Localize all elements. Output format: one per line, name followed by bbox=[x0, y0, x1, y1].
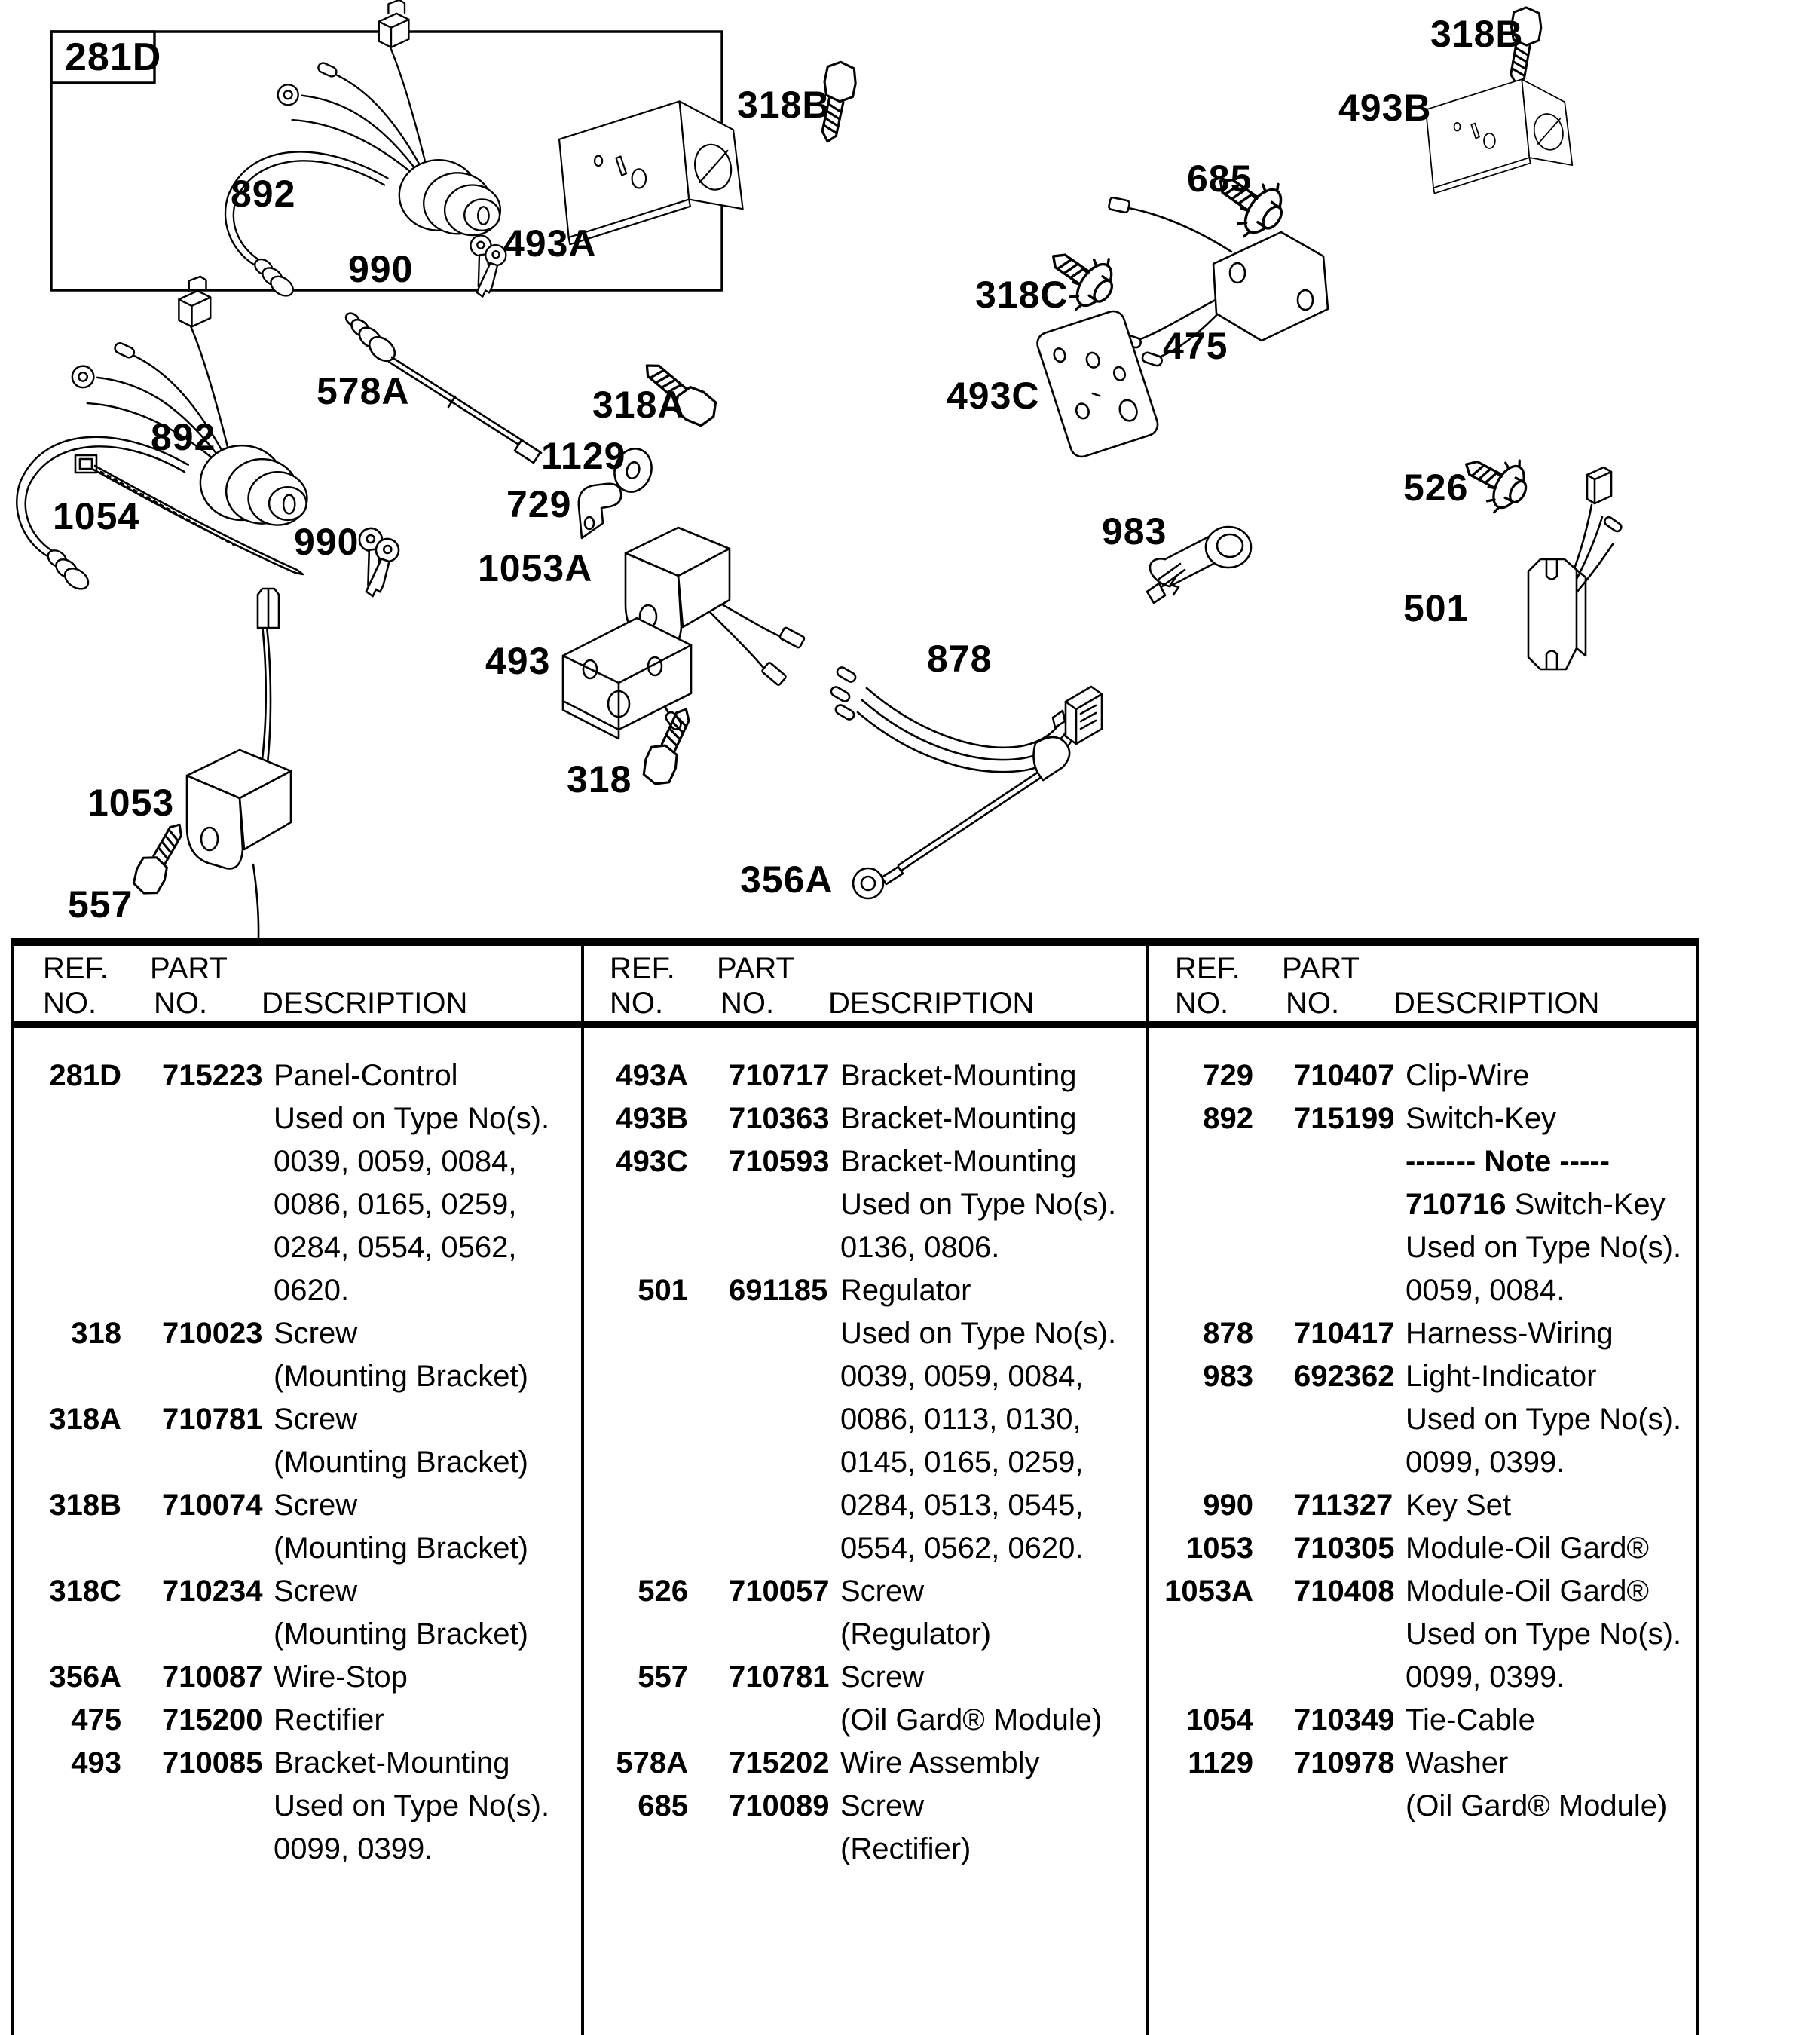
description: (Regulator) bbox=[840, 1617, 992, 1651]
table-row-line bbox=[581, 1102, 1146, 1145]
part-label-475: 475 bbox=[1163, 325, 1228, 367]
table-column-3 bbox=[1146, 946, 1696, 2035]
part-label-578a: 578A bbox=[317, 370, 410, 412]
table-row-line bbox=[581, 1403, 1146, 1446]
description: Light-Indicator bbox=[1406, 1360, 1597, 1393]
description: Regulator bbox=[840, 1274, 971, 1307]
part-label-729: 729 bbox=[506, 483, 572, 525]
table-row-line bbox=[1146, 1532, 1696, 1574]
description: Switch-Key bbox=[1406, 1102, 1557, 1135]
ref-no: 1129 bbox=[1188, 1746, 1253, 1779]
description: Used on Type No(s). bbox=[840, 1317, 1117, 1350]
table-row-line bbox=[581, 1789, 1146, 1832]
description: 0136, 0806. bbox=[840, 1231, 1000, 1264]
description: Washer bbox=[1406, 1746, 1509, 1779]
ref-no: 493 bbox=[71, 1746, 121, 1779]
table-row-line bbox=[1146, 1360, 1696, 1403]
ref-no: 983 bbox=[1203, 1360, 1253, 1393]
description: (Rectifier) bbox=[840, 1832, 971, 1865]
description: Used on Type No(s). bbox=[1406, 1403, 1682, 1436]
column-header bbox=[14, 946, 581, 1021]
ref-header-line2: NO. bbox=[43, 987, 97, 1020]
ref-no: 1053 bbox=[1186, 1532, 1253, 1565]
part-no: 710234 bbox=[162, 1574, 263, 1608]
table-row-line bbox=[1146, 1574, 1696, 1617]
description: 0039, 0059, 0084, bbox=[840, 1360, 1084, 1393]
part-no: 692362 bbox=[1294, 1360, 1395, 1393]
description: 0059, 0084. bbox=[1406, 1274, 1565, 1307]
description: 0099, 0399. bbox=[1406, 1446, 1565, 1479]
part-header-line1: PART bbox=[1282, 952, 1360, 985]
description: (Oil Gard® Module) bbox=[840, 1703, 1103, 1737]
part-label-493a: 493A bbox=[503, 222, 597, 265]
part-no: 691185 bbox=[729, 1274, 828, 1307]
description: Screw bbox=[840, 1789, 925, 1822]
ref-no: 493A bbox=[616, 1059, 688, 1092]
description: Key Set bbox=[1406, 1489, 1512, 1522]
table-row-line bbox=[14, 1403, 581, 1446]
description: (Mounting Bracket) bbox=[274, 1617, 528, 1651]
part-label-990-2: 990 bbox=[294, 521, 359, 563]
table-row-line bbox=[581, 1059, 1146, 1102]
part-no: 710305 bbox=[1294, 1532, 1395, 1565]
table-row-line bbox=[1146, 1617, 1696, 1660]
rows bbox=[14, 1059, 581, 1875]
table-row-line bbox=[1146, 1274, 1696, 1317]
description: Wire Assembly bbox=[840, 1746, 1040, 1779]
description: Rectifier bbox=[274, 1703, 384, 1737]
description: (Mounting Bracket) bbox=[274, 1446, 528, 1479]
table-row-line bbox=[14, 1274, 581, 1317]
table-row-line bbox=[581, 1832, 1146, 1875]
table-row-line bbox=[14, 1145, 581, 1188]
ref-no: 990 bbox=[1203, 1489, 1253, 1522]
table-row-line bbox=[14, 1102, 581, 1145]
description: Wire-Stop bbox=[274, 1660, 408, 1694]
part-label-1053a: 1053A bbox=[478, 547, 593, 589]
description: 710716 Switch-Key bbox=[1406, 1188, 1666, 1221]
rows bbox=[581, 1059, 1146, 1875]
ref-header-line1: REF. bbox=[43, 952, 109, 985]
part-no: 710023 bbox=[162, 1317, 263, 1350]
ref-no: 493C bbox=[616, 1145, 688, 1178]
ref-no: 318C bbox=[49, 1574, 121, 1608]
table-row-line bbox=[14, 1231, 581, 1274]
part-header-line1: PART bbox=[150, 952, 228, 985]
part-header-line2: NO. bbox=[154, 987, 208, 1020]
description: Panel-Control bbox=[274, 1059, 458, 1092]
table-row-line bbox=[14, 1446, 581, 1489]
part-no: 710407 bbox=[1294, 1059, 1395, 1092]
description: 0284, 0513, 0545, bbox=[840, 1489, 1084, 1522]
description: 0086, 0165, 0259, bbox=[274, 1188, 517, 1221]
part-label-493: 493 bbox=[485, 640, 551, 682]
part-label-493b: 493B bbox=[1338, 87, 1432, 129]
ref-no: 729 bbox=[1203, 1059, 1253, 1092]
table-row-line bbox=[581, 1489, 1146, 1532]
part-label-318b-left: 318B bbox=[737, 84, 830, 126]
part-label-356a: 356A bbox=[740, 858, 834, 901]
table-row-line bbox=[581, 1274, 1146, 1317]
description: Screw bbox=[274, 1489, 358, 1522]
ref-no: 356A bbox=[49, 1660, 121, 1694]
diagram-label-layer bbox=[0, 0, 1820, 938]
ref-no: 318B bbox=[49, 1489, 121, 1522]
description: 0620. bbox=[274, 1274, 350, 1307]
description: 0099, 0399. bbox=[1406, 1660, 1565, 1694]
table-row-line bbox=[1146, 1231, 1696, 1274]
part-no: 715202 bbox=[729, 1746, 830, 1779]
description: 0554, 0562, 0620. bbox=[840, 1532, 1084, 1565]
table-row-line bbox=[1146, 1446, 1696, 1489]
description: Module-Oil Gard® bbox=[1406, 1574, 1649, 1608]
part-no: 710085 bbox=[162, 1746, 263, 1779]
part-label-318: 318 bbox=[567, 758, 632, 800]
table-row-line bbox=[14, 1574, 581, 1617]
part-label-892-box: 892 bbox=[231, 173, 296, 215]
part-header-line2: NO. bbox=[720, 987, 775, 1020]
part-label-983: 983 bbox=[1102, 510, 1167, 552]
description: Screw bbox=[274, 1317, 358, 1350]
part-no: 710363 bbox=[729, 1102, 830, 1135]
part-label-878: 878 bbox=[927, 638, 993, 680]
table-row-line bbox=[1146, 1188, 1696, 1231]
table-row-line bbox=[581, 1231, 1146, 1274]
table-row-line bbox=[581, 1360, 1146, 1403]
part-label-685: 685 bbox=[1187, 158, 1253, 200]
table-row-line bbox=[581, 1660, 1146, 1703]
part-no: 710087 bbox=[162, 1660, 263, 1694]
table-row-line bbox=[14, 1746, 581, 1789]
table-row-line bbox=[581, 1188, 1146, 1231]
description-header: DESCRIPTION bbox=[1393, 987, 1600, 1020]
table-row-line bbox=[1146, 1746, 1696, 1789]
description: 0145, 0165, 0259, bbox=[840, 1446, 1084, 1479]
ref-no: 1054 bbox=[1186, 1703, 1253, 1737]
ref-no: 1053A bbox=[1164, 1574, 1253, 1608]
table-row-line bbox=[1146, 1102, 1696, 1145]
description: Clip-Wire bbox=[1406, 1059, 1530, 1092]
part-header-line2: NO. bbox=[1286, 987, 1340, 1020]
part-label-318c: 318C bbox=[975, 274, 1069, 316]
table-row-line bbox=[1146, 1145, 1696, 1188]
part-no: 715200 bbox=[162, 1703, 263, 1737]
table-row-line bbox=[14, 1660, 581, 1703]
description: Harness-Wiring bbox=[1406, 1317, 1614, 1350]
description: Tie-Cable bbox=[1406, 1703, 1535, 1737]
part-label-1129: 1129 bbox=[541, 435, 626, 477]
part-no: 710781 bbox=[729, 1660, 830, 1694]
part-label-1053: 1053 bbox=[87, 782, 175, 824]
table-column-2 bbox=[581, 946, 1149, 2035]
ref-no: 281D bbox=[49, 1059, 121, 1092]
description: Used on Type No(s). bbox=[1406, 1231, 1682, 1264]
description: Screw bbox=[274, 1403, 358, 1436]
description: Used on Type No(s). bbox=[274, 1789, 550, 1822]
ref-header-line2: NO. bbox=[610, 987, 664, 1020]
description: Bracket-Mounting bbox=[840, 1102, 1077, 1135]
ref-no: 892 bbox=[1203, 1102, 1253, 1135]
table-row-line bbox=[1146, 1403, 1696, 1446]
table-row-line bbox=[581, 1746, 1146, 1789]
description: 0099, 0399. bbox=[274, 1832, 433, 1865]
table-row-line bbox=[14, 1789, 581, 1832]
part-no: 710408 bbox=[1294, 1574, 1395, 1608]
table-row-line bbox=[581, 1703, 1146, 1746]
part-no: 710593 bbox=[729, 1145, 830, 1178]
ref-no: 557 bbox=[638, 1660, 688, 1694]
table-column-1 bbox=[14, 946, 584, 2035]
table-row-line bbox=[14, 1360, 581, 1403]
part-no: 710417 bbox=[1294, 1317, 1395, 1350]
table-row-line bbox=[1146, 1489, 1696, 1532]
table-row-line bbox=[14, 1188, 581, 1231]
table-row-line bbox=[14, 1317, 581, 1360]
part-header-line1: PART bbox=[717, 952, 794, 985]
description: Used on Type No(s). bbox=[840, 1188, 1117, 1221]
part-no: 710717 bbox=[729, 1059, 830, 1092]
ref-no: 526 bbox=[638, 1574, 688, 1608]
part-label-526: 526 bbox=[1403, 467, 1469, 509]
description: Bracket-Mounting bbox=[840, 1059, 1077, 1092]
part-no: 710057 bbox=[729, 1574, 830, 1608]
table-row-line bbox=[581, 1617, 1146, 1660]
column-header bbox=[1146, 946, 1696, 1021]
table-row-line bbox=[14, 1489, 581, 1532]
table-row-line bbox=[581, 1574, 1146, 1617]
table-row-line bbox=[581, 1532, 1146, 1574]
table-row-line bbox=[1146, 1703, 1696, 1746]
description: Bracket-Mounting bbox=[840, 1145, 1077, 1178]
table-row-line bbox=[14, 1059, 581, 1102]
table-row-line bbox=[14, 1532, 581, 1574]
ref-no: 578A bbox=[616, 1746, 688, 1779]
ref-no: 318 bbox=[71, 1317, 121, 1350]
ref-header-line1: REF. bbox=[1175, 952, 1240, 985]
table-row-line bbox=[14, 1703, 581, 1746]
description: 0086, 0113, 0130, bbox=[840, 1403, 1081, 1436]
part-no: 710978 bbox=[1294, 1746, 1395, 1779]
description: 0039, 0059, 0084, bbox=[274, 1145, 517, 1178]
description: Bracket-Mounting bbox=[274, 1746, 510, 1779]
part-label-990-box: 990 bbox=[348, 248, 414, 290]
part-label-1054: 1054 bbox=[53, 495, 140, 537]
description: (Mounting Bracket) bbox=[274, 1360, 528, 1393]
description: (Oil Gard® Module) bbox=[1406, 1789, 1668, 1822]
table-row-line bbox=[1146, 1317, 1696, 1360]
parts-table bbox=[11, 938, 1699, 2035]
ref-header-line2: NO. bbox=[1175, 987, 1229, 1020]
part-label-318a: 318A bbox=[592, 384, 686, 426]
part-no: 710781 bbox=[162, 1403, 263, 1436]
ref-no: 685 bbox=[638, 1789, 688, 1822]
part-no: 710089 bbox=[729, 1789, 830, 1822]
part-label-892-2: 892 bbox=[151, 416, 216, 458]
description: Used on Type No(s). bbox=[1406, 1617, 1682, 1651]
table-row-line bbox=[1146, 1059, 1696, 1102]
table-row-line bbox=[581, 1317, 1146, 1360]
part-label-493c: 493C bbox=[947, 375, 1040, 417]
description: Module-Oil Gard® bbox=[1406, 1532, 1649, 1565]
table-row-line bbox=[581, 1446, 1146, 1489]
part-no: 710074 bbox=[162, 1489, 263, 1522]
description: Used on Type No(s). bbox=[274, 1102, 550, 1135]
table-row-line bbox=[14, 1617, 581, 1660]
description-header: DESCRIPTION bbox=[828, 987, 1035, 1020]
part-no: 710349 bbox=[1294, 1703, 1395, 1737]
part-no: 715199 bbox=[1294, 1102, 1395, 1135]
ref-no: 493B bbox=[616, 1102, 688, 1135]
description: Screw bbox=[840, 1660, 925, 1694]
part-label-557: 557 bbox=[68, 883, 133, 926]
ref-no: 501 bbox=[638, 1274, 688, 1307]
ref-header-line1: REF. bbox=[610, 952, 675, 985]
description: (Mounting Bracket) bbox=[274, 1532, 528, 1565]
table-row-line bbox=[14, 1832, 581, 1875]
part-no: 711327 bbox=[1294, 1489, 1393, 1522]
table-row-line bbox=[1146, 1789, 1696, 1832]
part-label-501: 501 bbox=[1403, 587, 1469, 629]
table-row-line bbox=[581, 1145, 1146, 1188]
ref-no: 475 bbox=[71, 1703, 121, 1737]
table-row-line bbox=[1146, 1660, 1696, 1703]
ref-no: 878 bbox=[1203, 1317, 1253, 1350]
column-header bbox=[581, 946, 1146, 1021]
part-label-318b-top: 318B bbox=[1430, 13, 1524, 55]
rows bbox=[1146, 1059, 1696, 1832]
part-no: 715223 bbox=[162, 1059, 263, 1092]
description: Screw bbox=[840, 1574, 925, 1608]
description: Screw bbox=[274, 1574, 358, 1608]
description: 0284, 0554, 0562, bbox=[274, 1231, 517, 1264]
ref-no: 318A bbox=[49, 1403, 121, 1436]
description: ------- Note ----- bbox=[1406, 1145, 1610, 1178]
description-header: DESCRIPTION bbox=[262, 987, 468, 1020]
part-label-281d: 281D bbox=[65, 35, 162, 79]
